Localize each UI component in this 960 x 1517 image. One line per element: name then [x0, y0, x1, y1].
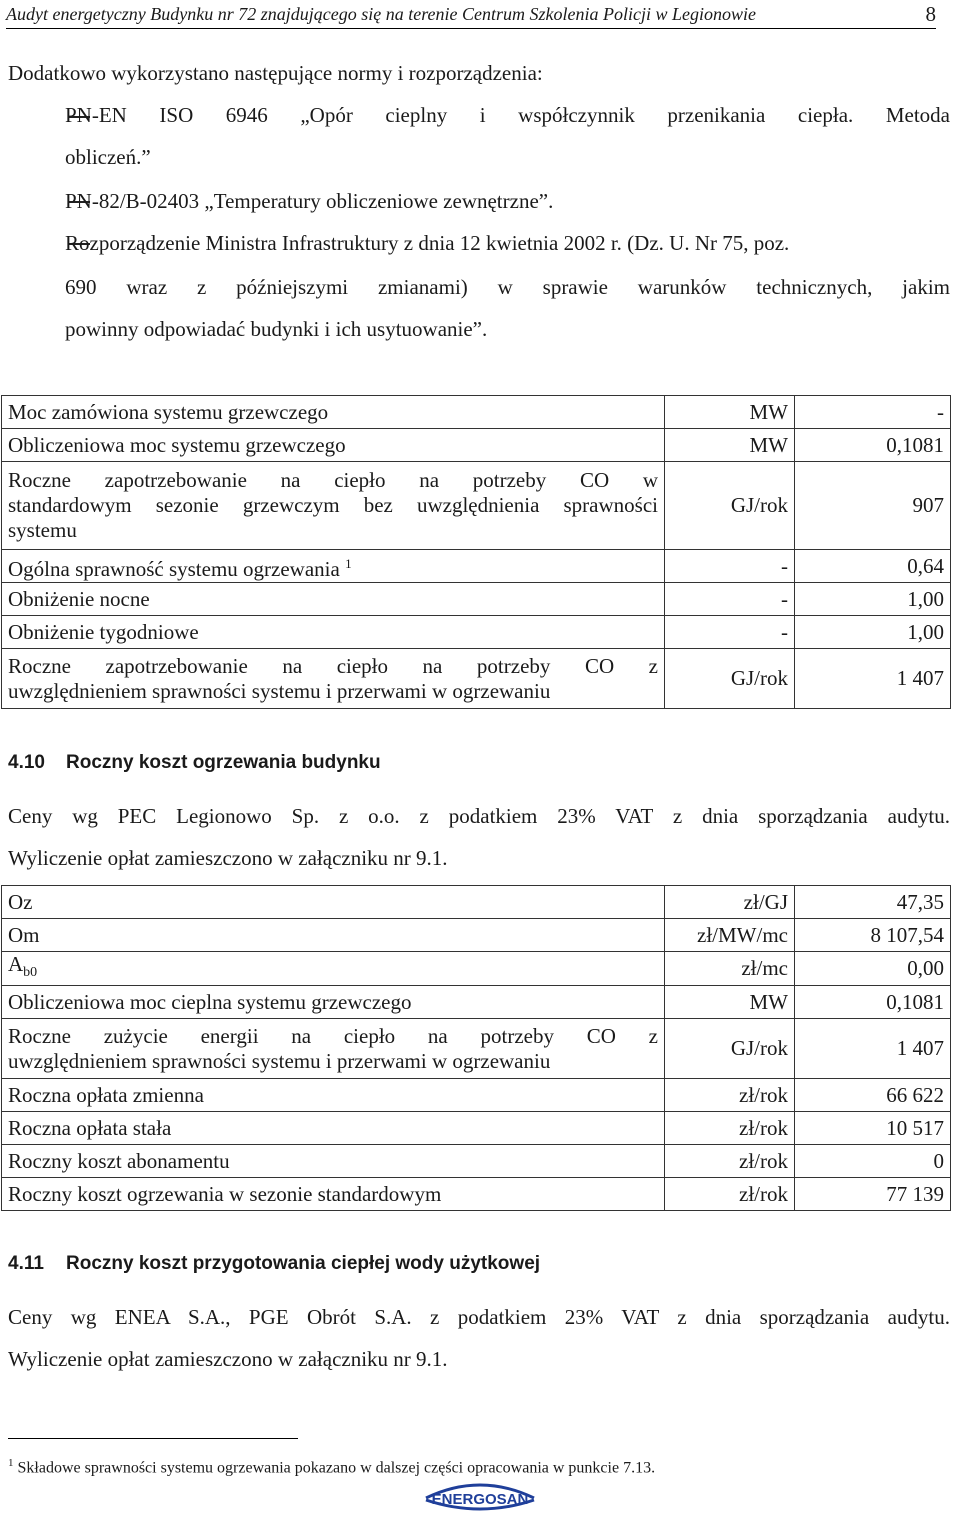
row-unit: MW — [665, 986, 795, 1019]
row-unit: zł/rok — [665, 1079, 795, 1112]
row-label-line: standardowym sezonie grzewczym bez uwzględnienia sprawności — [8, 493, 658, 517]
footnote-text: Składowe sprawności systemu ogrzewania pokazano w dalszej części opracowania w punkcie 7.13. — [17, 1459, 656, 1477]
section-title: Roczny koszt przygotowania ciepłej wody użytkowej — [66, 1253, 541, 1274]
row-unit: zł/MW/mc — [665, 919, 795, 952]
row-value: 1 407 — [795, 649, 951, 709]
row-label: Roczny koszt abonamentu — [2, 1145, 665, 1178]
norm-item-1-line-2: obliczeń.” — [65, 145, 151, 169]
row-label-line: uwzględnieniem sprawności systemu i przerwami w ogrzewaniu — [8, 678, 551, 703]
heating-demand-table — [1, 395, 951, 709]
row-value: - — [795, 396, 951, 429]
table-row — [2, 462, 951, 550]
row-value: 0,00 — [795, 952, 951, 986]
footnote-mark: 1 — [8, 1457, 14, 1469]
row-unit: zł/rok — [665, 1112, 795, 1145]
table-row — [2, 919, 951, 952]
page-number: 8 — [925, 2, 936, 26]
row-label — [2, 649, 665, 709]
row-label — [2, 462, 665, 550]
norm-item-3-line-1: Rozporządzenie Ministra Infrastruktury z dnia 12 kwietnia 2002 r. (Dz. U. Nr 75, poz. — [65, 231, 790, 255]
row-value: 10 517 — [795, 1112, 951, 1145]
row-label — [2, 1019, 665, 1079]
row-label: Om — [2, 919, 665, 952]
row-label: Obniżenie tygodniowe — [2, 616, 665, 649]
page-header — [6, 2, 936, 29]
row-value: 47,35 — [795, 886, 951, 919]
section-4-11-line-1: Ceny wg ENEA S.A., PGE Obrót S.A. z podatkiem 23% VAT z dnia sporządzania audytu. — [8, 1305, 950, 1329]
row-label: Obliczeniowa moc systemu grzewczego — [2, 429, 665, 462]
table-row — [2, 649, 951, 709]
section-heading-4-11 — [8, 1253, 540, 1275]
header-title: Audyt energetyczny Budynku nr 72 znajdującego się na terenie Centrum Szkolenia Policji w Legionowie — [6, 4, 757, 24]
row-unit: MW — [665, 396, 795, 429]
row-label-text: Ogólna sprawność systemu ogrzewania — [8, 556, 340, 581]
row-value: 0 — [795, 1145, 951, 1178]
row-unit: - — [665, 616, 795, 649]
row-label-line: Roczne zapotrzebowanie na ciepło na potrzeby CO z — [8, 653, 658, 678]
row-unit: zł/mc — [665, 952, 795, 986]
section-number: 4.10 — [8, 752, 45, 773]
row-label-line: Roczne zużycie energii na ciepło na potrzeby CO z — [8, 1023, 658, 1048]
footnote — [8, 1453, 655, 1478]
section-number: 4.11 — [8, 1253, 44, 1274]
energosan-logo — [420, 1478, 540, 1512]
table-row — [2, 1145, 951, 1178]
footnote-mark: 1 — [345, 555, 352, 571]
table-row — [2, 1178, 951, 1211]
footnote-divider — [8, 1438, 298, 1439]
norm-item-3-line-2: 690 wraz z późniejszymi zmianami) w sprawie warunków technicznych, jakim — [65, 275, 950, 299]
table-row — [2, 1112, 951, 1145]
row-label — [2, 952, 665, 986]
row-label-line: systemu — [8, 518, 77, 542]
row-label: Roczna opłata zmienna — [2, 1079, 665, 1112]
row-label-line: Roczne zapotrzebowanie na ciepło na potrzeby CO w — [8, 468, 658, 492]
table-row — [2, 396, 951, 429]
heating-cost-table — [1, 885, 951, 1211]
row-unit: zł/rok — [665, 1178, 795, 1211]
section-title: Roczny koszt ogrzewania budynku — [66, 752, 381, 773]
table-row — [2, 1019, 951, 1079]
row-value: 1,00 — [795, 583, 951, 616]
row-label-text: A — [8, 952, 24, 976]
norm-item-2: PN-82/B-02403 „Temperatury obliczeniowe zewnętrzne”. — [65, 189, 554, 213]
row-label: Obliczeniowa moc cieplna systemu grzewczego — [2, 986, 665, 1019]
table-row — [2, 986, 951, 1019]
row-label-subscript: b0 — [23, 965, 38, 981]
section-4-11-line-2: Wyliczenie opłat zamieszczono w załączniku nr 9.1. — [8, 1347, 448, 1371]
row-label: Moc zamówiona systemu grzewczego — [2, 396, 665, 429]
section-4-10-line-2: Wyliczenie opłat zamieszczono w załączniku nr 9.1. — [8, 846, 448, 870]
row-unit: MW — [665, 429, 795, 462]
row-value: 1 407 — [795, 1019, 951, 1079]
row-unit: GJ/rok — [665, 649, 795, 709]
row-label: Obniżenie nocne — [2, 583, 665, 616]
energosan-logo-graphic — [420, 1478, 540, 1512]
row-value: 66 622 — [795, 1079, 951, 1112]
table-row — [2, 583, 951, 616]
table-row — [2, 429, 951, 462]
row-value: 77 139 — [795, 1178, 951, 1211]
norm-item-3-line-3: powinny odpowiadać budynki i ich usytuowanie”. — [65, 317, 488, 341]
row-value: 907 — [795, 462, 951, 550]
row-unit: - — [665, 583, 795, 616]
row-unit: zł/rok — [665, 1145, 795, 1178]
row-value: 0,64 — [795, 550, 951, 583]
row-unit: zł/GJ — [665, 886, 795, 919]
table-row — [2, 952, 951, 986]
table-row — [2, 1079, 951, 1112]
section-heading-4-10 — [8, 752, 381, 774]
row-unit: GJ/rok — [665, 1019, 795, 1079]
row-unit: - — [665, 550, 795, 583]
row-value: 1,00 — [795, 616, 951, 649]
row-label — [2, 550, 665, 583]
row-label: Oz — [2, 886, 665, 919]
row-value: 0,1081 — [795, 429, 951, 462]
intro-paragraph: Dodatkowo wykorzystano następujące normy i rozporządzenia: — [8, 61, 543, 85]
table-row — [2, 886, 951, 919]
norm-item-1-line-1: PN-EN ISO 6946 „Opór cieplny i współczynnik przenikania ciepła. Metoda — [65, 103, 950, 127]
row-value: 8 107,54 — [795, 919, 951, 952]
row-label: Roczny koszt ogrzewania w sezonie standardowym — [2, 1178, 665, 1211]
row-label-line: uwzględnieniem sprawności systemu i przerwami w ogrzewaniu — [8, 1048, 551, 1073]
row-unit: GJ/rok — [665, 462, 795, 550]
table-row — [2, 616, 951, 649]
row-label: Roczna opłata stała — [2, 1112, 665, 1145]
row-value: 0,1081 — [795, 986, 951, 1019]
table-row — [2, 550, 951, 583]
logo-wordmark: ENERGOSAN — [431, 1491, 529, 1508]
section-4-10-line-1: Ceny wg PEC Legionowo Sp. z o.o. z podatkiem 23% VAT z dnia sporządzania audytu. — [8, 804, 950, 828]
